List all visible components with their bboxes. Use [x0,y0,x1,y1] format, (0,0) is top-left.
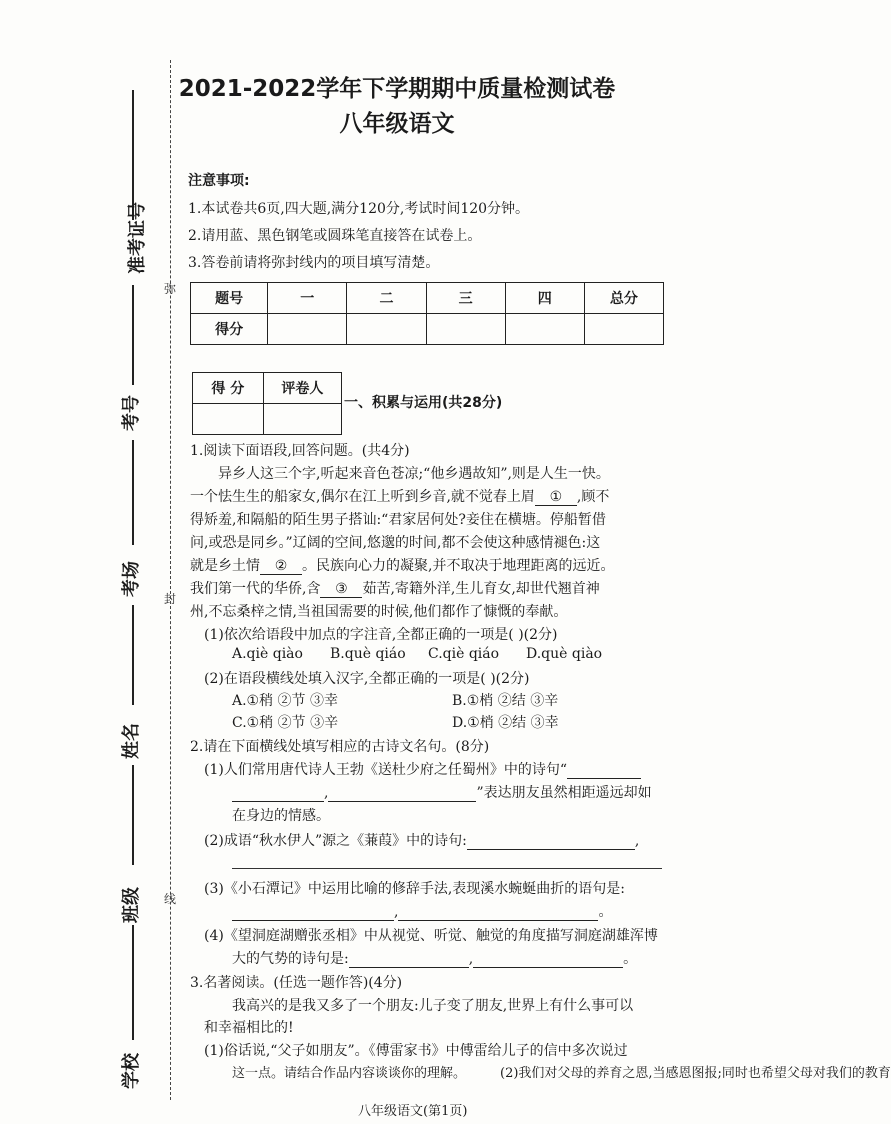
score-cell[interactable] [268,314,347,345]
q1-blank-3[interactable]: ③ [320,581,362,598]
seal-xian: 线 [164,892,177,906]
score-cell[interactable] [347,314,426,345]
q2-s2-answer-a[interactable] [467,849,635,850]
q1-sub1-option-d[interactable]: D.què qiào [526,646,603,662]
q2-s3-answers: , 。 [232,901,612,921]
q1-sub2-option-a[interactable]: A.①稍 ②节 ③幸 [232,693,339,709]
q2-s4-text: 大的气势的诗句是: [232,951,349,967]
notice-item: 3.答卷前请将弥封线内的项目填写清楚。 [188,255,440,271]
score-header-cell: 三 [426,283,505,314]
seal-line [170,60,171,1100]
q1-passage-line [190,578,600,598]
q2-stem: 2.请在下面横线处填写相应的古诗文名句。(8分) [190,739,490,755]
xingming-line [132,605,134,705]
score-cell[interactable] [584,314,663,345]
q1-passage-line: 州,不忘桑梓之情,当祖国需要的时候,他们都作了慷慨的奉献。 [190,604,568,620]
q1-passage-text: 茹苦,寄籍外洋,生儿育女,却世代翘首神 [362,581,600,597]
section1-defen-label: 得 分 [193,373,264,404]
zhunkaozheng-label: 准考证号 [127,202,148,274]
q2-s3: (3)《小石潭记》中运用比喻的修辞手法,表现溪水蜿蜒曲折的语句是: [204,881,625,897]
q1-passage-line [190,555,614,575]
q3-s1-line: 这一点。请结合作品内容谈谈你的理解。 [232,1066,467,1081]
q2-s2-text: (2)成语“秋水伊人”源之《蒹葭》中的诗句: [204,833,467,849]
q2-s1-text: ”表达朋友虽然相距遥远却如 [476,785,652,801]
q3-quote-line: 和幸福相比的! [204,1020,294,1036]
q1-passage-line: 得矫羞,和隔船的陌生男子搭讪:“君家居何处?妾住在横塘。停船暂借 [190,512,606,528]
q2-s1-line3: 在身边的情感。 [232,808,330,824]
q2-s4-line1: (4)《望洞庭湖赠张丞相》中从视觉、听觉、触觉的角度描写洞庭湖雄浑博 [204,928,658,944]
q2-s1-line2: , ”表达朋友虽然相距遥远却如 [232,782,652,802]
kaochang-label: 考场 [121,561,142,597]
seal-mi: 弥 [164,282,177,296]
section1-pingjuan-label: 评卷人 [263,373,341,404]
score-header-cell: 四 [505,283,584,314]
score-header-cell: 题号 [191,283,268,314]
score-table [190,282,664,345]
exam-title: 2021-2022学年下学期期中质量检测试卷 [178,76,616,102]
exam-subtitle: 八年级语文 [339,111,455,137]
q1-sub1-option-a[interactable]: A.qiè qiào [232,646,303,662]
q2-s3-answer-a[interactable] [232,920,394,921]
xuexiao-line [132,925,134,1040]
q2-s4-answer-b[interactable] [473,967,623,968]
q2-s4-answer-a[interactable] [349,967,469,968]
q2-s3-answer-b[interactable] [398,920,598,921]
notice-item: 1.本试卷共6页,四大题,满分120分,考试时间120分钟。 [188,201,530,217]
q1-sub1-option-b[interactable]: B.què qiáo [330,646,406,662]
q1-passage-text: 一个怯生生的船家女,偶尔在江上听到乡音,就不觉春上眉 [190,489,535,505]
notice-item: 2.请用蓝、黑色钢笔或圆珠笔直接答在试卷上。 [188,228,482,244]
section1-score-box [192,372,342,435]
score-row-label: 得分 [191,314,268,345]
q1-sub2: (2)在语段横线处填入汉字,全都正确的一项是( )(2分) [204,671,530,687]
score-cell[interactable] [426,314,505,345]
q1-blank-1[interactable]: ① [535,489,577,506]
q1-sub2-option-c[interactable]: C.①稍 ②节 ③辛 [232,715,339,731]
q2-s1 [204,759,641,779]
notice-heading: 注意事项: [188,173,250,189]
q2-s1-answer-a[interactable] [567,778,641,779]
q1-passage-text: 我们第一代的华侨,含 [190,581,321,597]
section1-score-cell[interactable] [193,404,264,435]
q1-passage-line: 问,或恐是同乡。”辽阔的空间,悠邈的时间,都不会使这种感情褪色:这 [190,535,601,551]
score-header-cell: 总分 [584,283,663,314]
q1-sub1: (1)依次给语段中加点的字注音,全都正确的一项是( )(2分) [204,627,558,643]
xuexiao-label: 学校 [121,1053,142,1089]
xingming-label: 姓名 [121,723,142,759]
q2-s1-text: (1)人们常用唐代诗人王勃《送杜少府之任蜀州》中的诗句“ [204,762,567,778]
q1-blank-2[interactable]: ② [260,558,302,575]
section1-title: 一、积累与运用(共28分) [344,395,503,411]
q3-s2-line: (2)我们对父母的养育之恩,当感恩图报;同时也希望父母对我们的教育 [500,1066,891,1081]
q1-sub2-option-d[interactable]: D.①梢 ②结 ③幸 [452,715,559,731]
section1-grader-cell[interactable] [263,404,341,435]
q1-passage-text: 。民族向心力的凝聚,并不取决于地理距离的远近。 [302,558,615,574]
q3-s1-line: (1)俗话说,“父子如朋友”。《傅雷家书》中傅雷给儿子的信中多次说过 [204,1043,628,1059]
q1-sub1-option-c[interactable]: C.qiè qiáo [428,646,500,662]
banji-label: 班级 [121,887,142,923]
kaohao-label: 考号 [121,395,142,431]
page-footer: 八年级语文(第1页) [358,1104,468,1119]
q3-stem: 3.名著阅读。(任选一题作答)(4分) [190,975,403,991]
q2-s1-answer-b[interactable] [232,801,324,802]
q2-s2-answer-b[interactable] [232,868,662,869]
q3-quote-line: 我高兴的是我又多了一个朋友:儿子变了朋友,世界上有什么事可以 [232,998,634,1014]
kaochang-line [132,440,134,545]
q1-passage-text: 就是乡土情 [190,558,260,574]
q2-s4-line2: 大的气势的诗句是: , 。 [232,951,638,967]
q2-s2: (2)成语“秋水伊人”源之《蒹葭》中的诗句: , [204,833,640,849]
q1-stem: 1.阅读下面语段,回答问题。(共4分) [190,443,410,459]
q1-passage-text: ,顾不 [576,489,610,505]
q1-passage-line [190,486,609,506]
q1-sub2-option-b[interactable]: B.①梢 ②结 ③辛 [452,693,559,709]
score-cell[interactable] [505,314,584,345]
score-header-cell: 一 [268,283,347,314]
banji-line [132,765,134,865]
score-header-cell: 二 [347,283,426,314]
q2-s1-answer-c[interactable] [328,801,476,802]
kaohao-line [132,285,134,385]
q1-passage-line: 异乡人这三个字,听起来音色苍凉;“他乡遇故知”,则是人生一快。 [218,466,610,482]
seal-feng: 封 [164,592,177,606]
